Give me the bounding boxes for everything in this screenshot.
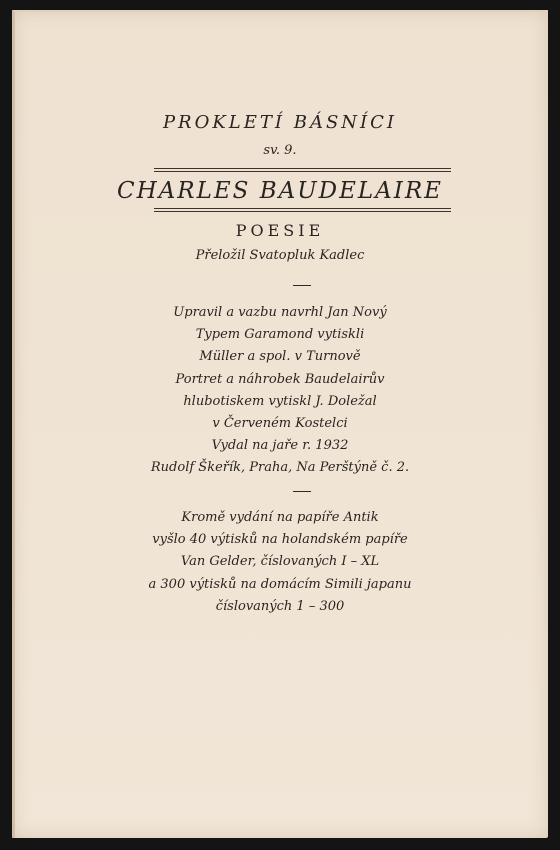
volume-number: sv. 9.	[263, 143, 297, 158]
edition-line: a 300 výtisků na domácím Simili japanu	[148, 576, 412, 592]
title-page	[12, 10, 548, 838]
colophon-line: Portret a náhrobek Baudelairův	[175, 371, 385, 387]
edition-line: Kromě vydání na papíře Antik	[181, 510, 379, 525]
colophon-line: v Červeném Kostelci	[212, 416, 348, 432]
colophon-line: Vydal na jaře r. 1932	[211, 438, 349, 454]
colophon-line: Rudolf Škeřík, Praha, Na Perštýně č. 2.	[150, 460, 410, 476]
translator-credit: Přeložil Svatopluk Kadlec	[195, 248, 365, 263]
colophon-line: Typem Garamond vytiskli	[195, 327, 365, 343]
series-title: PROKLETÍ BÁSNÍCI	[162, 112, 398, 133]
edition-line: číslovaných 1 – 300	[215, 598, 345, 614]
double-rule-top-2	[154, 171, 451, 172]
edition-line: vyšlo 40 výtisků na holandském papíře	[152, 532, 408, 548]
colophon-line: Upravil a vazbu navrhl Jan Nový	[173, 305, 387, 320]
author-name: CHARLES BAUDELAIRE	[117, 178, 443, 204]
colophon	[12, 302, 548, 480]
double-rule-top-1	[154, 168, 451, 169]
edition-line: Van Gelder, číslovaných I – XL	[180, 554, 380, 570]
separator-dash	[293, 491, 311, 492]
edition-notice	[12, 507, 548, 618]
colophon-line: Müller a spol. v Turnově	[199, 349, 361, 365]
double-rule-bottom-1	[154, 208, 451, 209]
double-rule-bottom-2	[154, 211, 451, 212]
colophon-line: hlubotiskem vytiskl J. Doležal	[183, 393, 377, 409]
separator-dash	[293, 285, 311, 286]
work-title: POESIE	[235, 221, 325, 240]
